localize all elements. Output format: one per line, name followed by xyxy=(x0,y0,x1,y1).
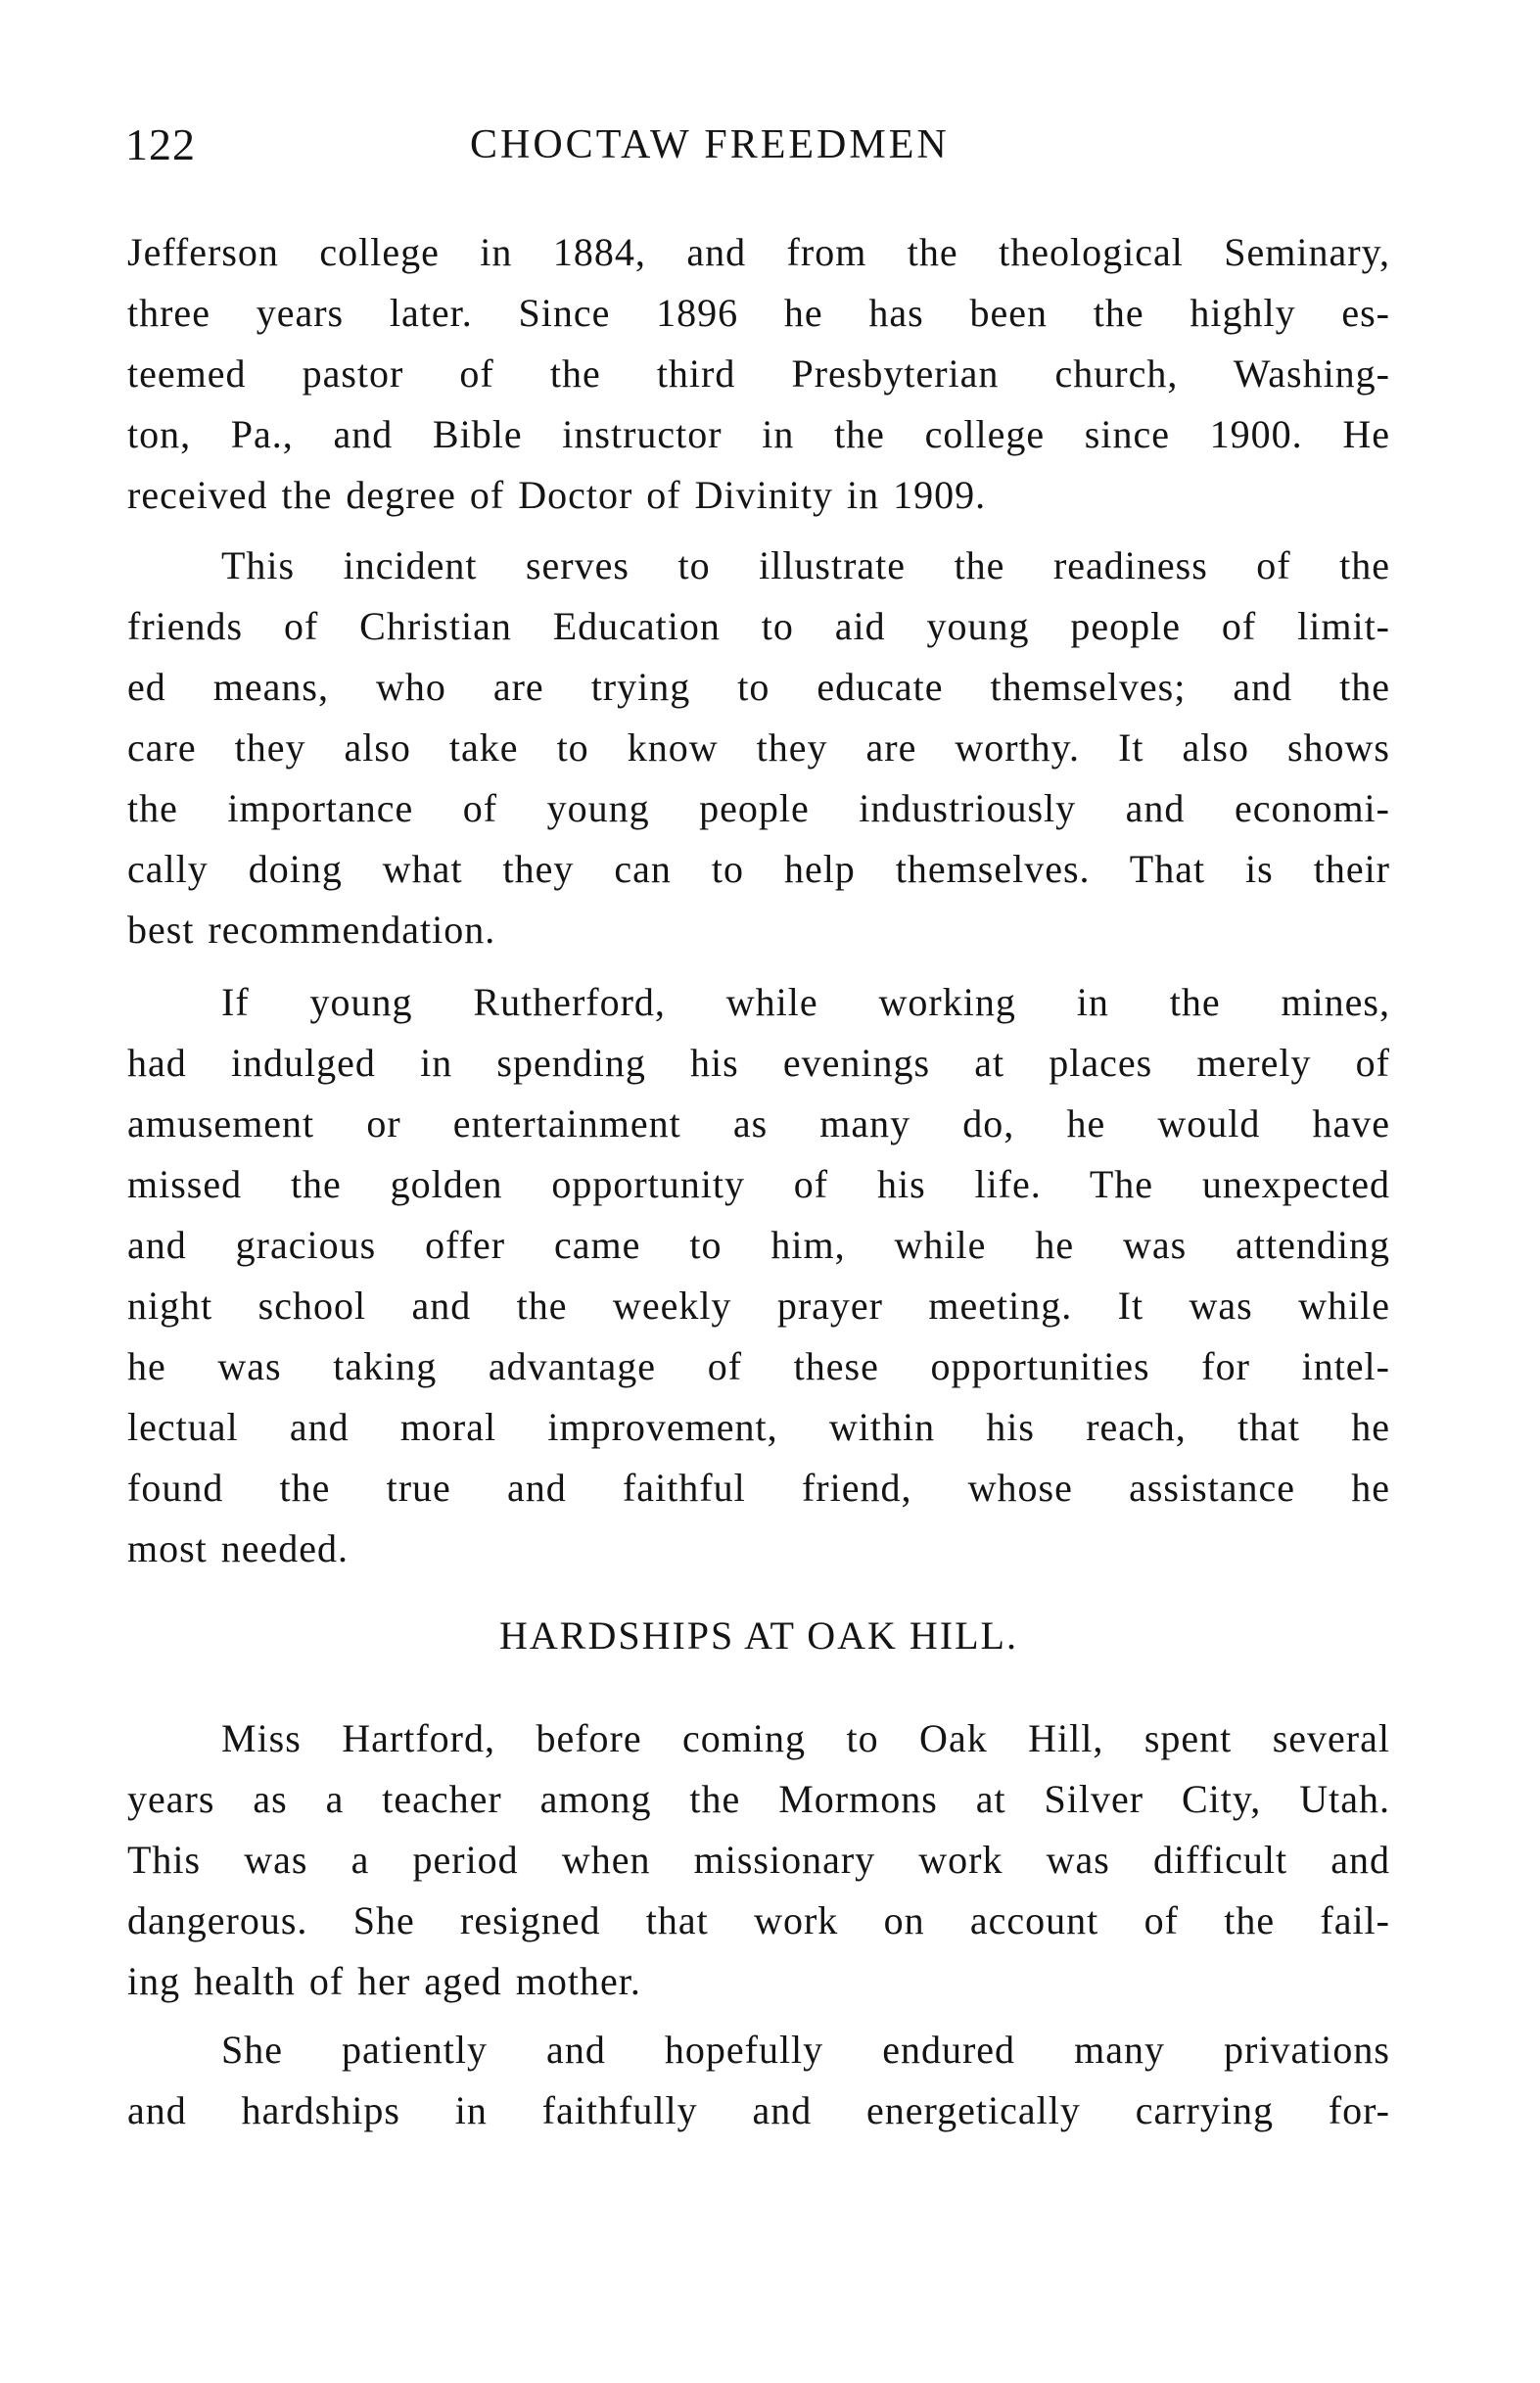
text-line: found the true and faithful friend, whose assistance he xyxy=(127,1466,1390,1510)
section-heading: HARDSHIPS AT OAK HILL. xyxy=(499,1613,1018,1658)
text-line: years as a teacher among the Mormons at Silver City, Utah. xyxy=(127,1777,1390,1821)
text-line: Miss Hartford, before coming to Oak Hill, spent several xyxy=(221,1716,1390,1760)
text-line: received the degree of Doctor of Divinity in 1909. xyxy=(127,473,987,517)
text-line: Jefferson college in 1884, and from the theological Seminary, xyxy=(127,230,1390,274)
text-line: This incident serves to illustrate the readiness of the xyxy=(221,543,1390,587)
text-line: and gracious offer came to him, while he was attending xyxy=(127,1223,1390,1267)
paragraph-2 xyxy=(127,536,1390,960)
text-line: This was a period when missionary work was difficult and xyxy=(127,1838,1390,1882)
running-head-title: CHOCTAW FREEDMEN xyxy=(470,122,950,167)
text-line: If young Rutherford, while working in the mines, xyxy=(221,980,1390,1024)
paragraph-3 xyxy=(127,972,1390,1579)
text-line: and hardships in faithfully and energetically carrying for- xyxy=(127,2088,1390,2132)
text-line: amusement or entertainment as many do, he would have xyxy=(127,1101,1390,1145)
page-number: 122 xyxy=(125,119,196,169)
text-line: dangerous. She resigned that work on account of the fail- xyxy=(127,1898,1390,1942)
text-line: night school and the weekly prayer meeting. It was while xyxy=(127,1284,1390,1328)
text-line: care they also take to know they are worthy. It also shows xyxy=(127,725,1390,770)
text-line: best recommendation. xyxy=(127,908,496,952)
text-line: ing health of her aged mother. xyxy=(127,1959,641,2003)
text-line: most needed. xyxy=(127,1526,350,1570)
paragraph-5 xyxy=(127,2020,1390,2141)
paragraph-1 xyxy=(127,222,1390,526)
text-line: the importance of young people industriously and economi- xyxy=(127,786,1390,830)
text-line: friends of Christian Education to aid young people of limit- xyxy=(127,604,1390,648)
text-line: cally doing what they can to help themselves. That is their xyxy=(127,847,1390,891)
text-line: missed the golden opportunity of his life. The unexpected xyxy=(127,1162,1390,1206)
text-line: teemed pastor of the third Presbyterian church, Washing- xyxy=(127,351,1390,396)
text-line: three years later. Since 1896 he has been the highly es- xyxy=(127,291,1390,335)
text-line: lectual and moral improvement, within his reach, that he xyxy=(127,1405,1390,1449)
text-line: ed means, who are trying to educate themselves; and the xyxy=(127,665,1390,709)
text-line: She patiently and hopefully endured many privations xyxy=(221,2028,1390,2072)
paragraph-4 xyxy=(127,1708,1390,2012)
text-line: ton, Pa., and Bible instructor in the college since 1900. He xyxy=(127,412,1390,456)
text-line: he was taking advantage of these opportunities for intel- xyxy=(127,1344,1390,1388)
text-line: had indulged in spending his evenings at places merely of xyxy=(127,1041,1390,1085)
